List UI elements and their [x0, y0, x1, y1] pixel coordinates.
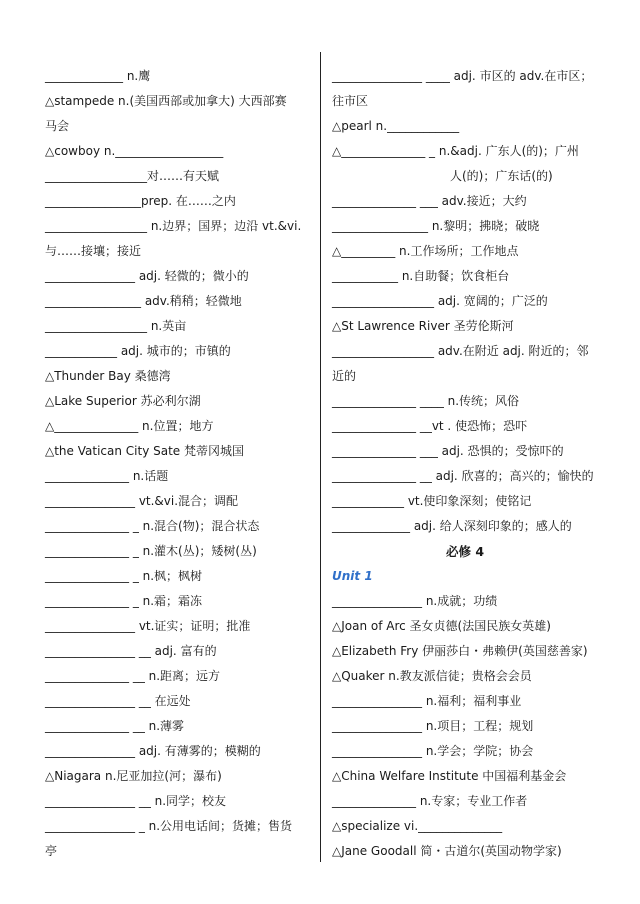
vocab-line: △China Welfare Institute 中国福利基金会	[332, 769, 567, 783]
vocab-line: △Niagara n.尼亚加拉(河；瀑布)	[45, 769, 222, 783]
vocab-line: ______________ ____ n.传统；风俗	[332, 394, 520, 408]
vocab-line: △Thunder Bay 桑德湾	[45, 369, 171, 383]
vocab-line: ______________ __ adj. 欣喜的；高兴的；愉快的	[332, 469, 594, 483]
unit-heading: Unit 1	[332, 569, 373, 583]
vocab-line: △pearl n.____________	[332, 119, 460, 133]
vocab-line: 往市区	[332, 94, 369, 108]
vocab-line: ______________ _ n.灌木(丛)；矮树(丛)	[45, 544, 257, 558]
vocab-line: ___________ n.自助餐；饮食柜台	[332, 269, 510, 283]
vocab-line: ______________ __ n.薄雾	[45, 719, 185, 733]
vocab-line: △Lake Superior 苏必利尔湖	[45, 394, 201, 408]
vocab-line: ______________ ___ adv.接近；大约	[332, 194, 527, 208]
vocab-line: _______________ adj. 轻微的；微小的	[45, 269, 249, 283]
column-divider	[320, 52, 321, 862]
vocab-line: △Joan of Arc 圣女贞德(法国民族女英雄)	[332, 619, 551, 633]
vocab-line: _______________ vt.证实；证明；批准	[45, 619, 251, 633]
vocab-line: △the Vatican City Sate 梵蒂冈城国	[45, 444, 244, 458]
vocab-line: _______________ _ n.公用电话间；货摊；售货	[45, 819, 293, 833]
vocab-line: △Jane Goodall 简・古道尔(英国动物学家)	[332, 844, 562, 858]
vocab-line: △Elizabeth Fry 伊丽莎白・弗赖伊(英国慈善家)	[332, 644, 588, 658]
vocab-line: _______________ n.成就；功绩	[332, 594, 498, 608]
left-column	[45, 64, 311, 864]
vocab-line: △______________ _ n.&adj. 广东人(的)；广州	[332, 144, 579, 158]
vocab-line: 亭	[45, 844, 58, 858]
vocab-line: ______________ _ n.枫；枫树	[45, 569, 203, 583]
vocab-line: ________________prep. 在……之内	[45, 194, 236, 208]
vocab-line: _______________ n.学会；学院；协会	[332, 744, 534, 758]
section-heading: 必修 4	[445, 544, 485, 559]
vocab-line: _______________ n.项目；工程；规划	[332, 719, 534, 733]
vocab-line: _______________ ____ adj. 市区的 adv.在市区；	[332, 69, 593, 83]
vocab-line: _______________ adj. 有薄雾的；模糊的	[45, 744, 261, 758]
vocab-line: △_________ n.工作场所；工作地点	[332, 244, 519, 258]
vocab-line: ______________ __ n.距离；远方	[45, 669, 221, 683]
vocab-line: _________________ n.边界；国界；边沿 vt.&vi.	[45, 219, 302, 233]
vocab-line: △specialize vi.______________	[332, 819, 503, 833]
vocab-line: 与……接壤；接近	[45, 244, 142, 258]
vocab-line: _____________ n.鹰	[45, 69, 151, 83]
vocab-line: 人(的)；广东话(的)	[450, 169, 553, 183]
vocab-line: _________________ adj. 宽阔的；广泛的	[332, 294, 548, 308]
vocab-line: ____________ adj. 城市的；市镇的	[45, 344, 231, 358]
vocab-line: _________________ n.英亩	[45, 319, 187, 333]
vocab-line: ______________ n.专家；专业工作者	[332, 794, 528, 808]
vocab-line: 马会	[45, 119, 70, 133]
vocab-line: ____________ vt.使印象深刻；使铭记	[332, 494, 532, 508]
vocab-line: _______________ n.福利；福利事业	[332, 694, 522, 708]
vocab-line: △cowboy n.__________________	[45, 144, 224, 158]
vocab-line: _______________ __ 在远处	[45, 694, 191, 708]
vocab-line: △______________ n.位置；地方	[45, 419, 214, 433]
vocab-line: △St Lawrence River 圣劳伦斯河	[332, 319, 514, 333]
vocab-line: ________________ n.黎明；拂晓；破晓	[332, 219, 540, 233]
vocab-line: ______________ _ n.霜；霜冻	[45, 594, 203, 608]
vocab-line: _________________ adv.在附近 adj. 附近的；邻	[332, 344, 589, 358]
vocab-line: ______________ ___ adj. 恐惧的；受惊吓的	[332, 444, 564, 458]
vocab-line: _______________ __ adj. 富有的	[45, 644, 217, 658]
vocab-line: 近的	[332, 369, 357, 383]
vocab-line: △Quaker n.教友派信徒；贵格会会员	[332, 669, 532, 683]
vocab-line: ______________ __vt . 使恐怖；恐吓	[332, 419, 528, 433]
right-column	[332, 64, 598, 864]
vocab-line: _______________ vt.&vi.混合；调配	[45, 494, 239, 508]
vocab-line: ______________ n.话题	[45, 469, 169, 483]
vocab-line: _______________ __ n.同学；校友	[45, 794, 227, 808]
vocab-line: _________________对……有天赋	[45, 169, 220, 183]
vocab-line: ________________ adv.稍稍；轻微地	[45, 294, 242, 308]
vocab-line: _____________ adj. 给人深刻印象的；感人的	[332, 519, 572, 533]
vocab-line: △stampede n.(美国西部或加拿大) 大西部赛	[45, 94, 287, 108]
vocab-line: ______________ _ n.混合(物)；混合状态	[45, 519, 260, 533]
